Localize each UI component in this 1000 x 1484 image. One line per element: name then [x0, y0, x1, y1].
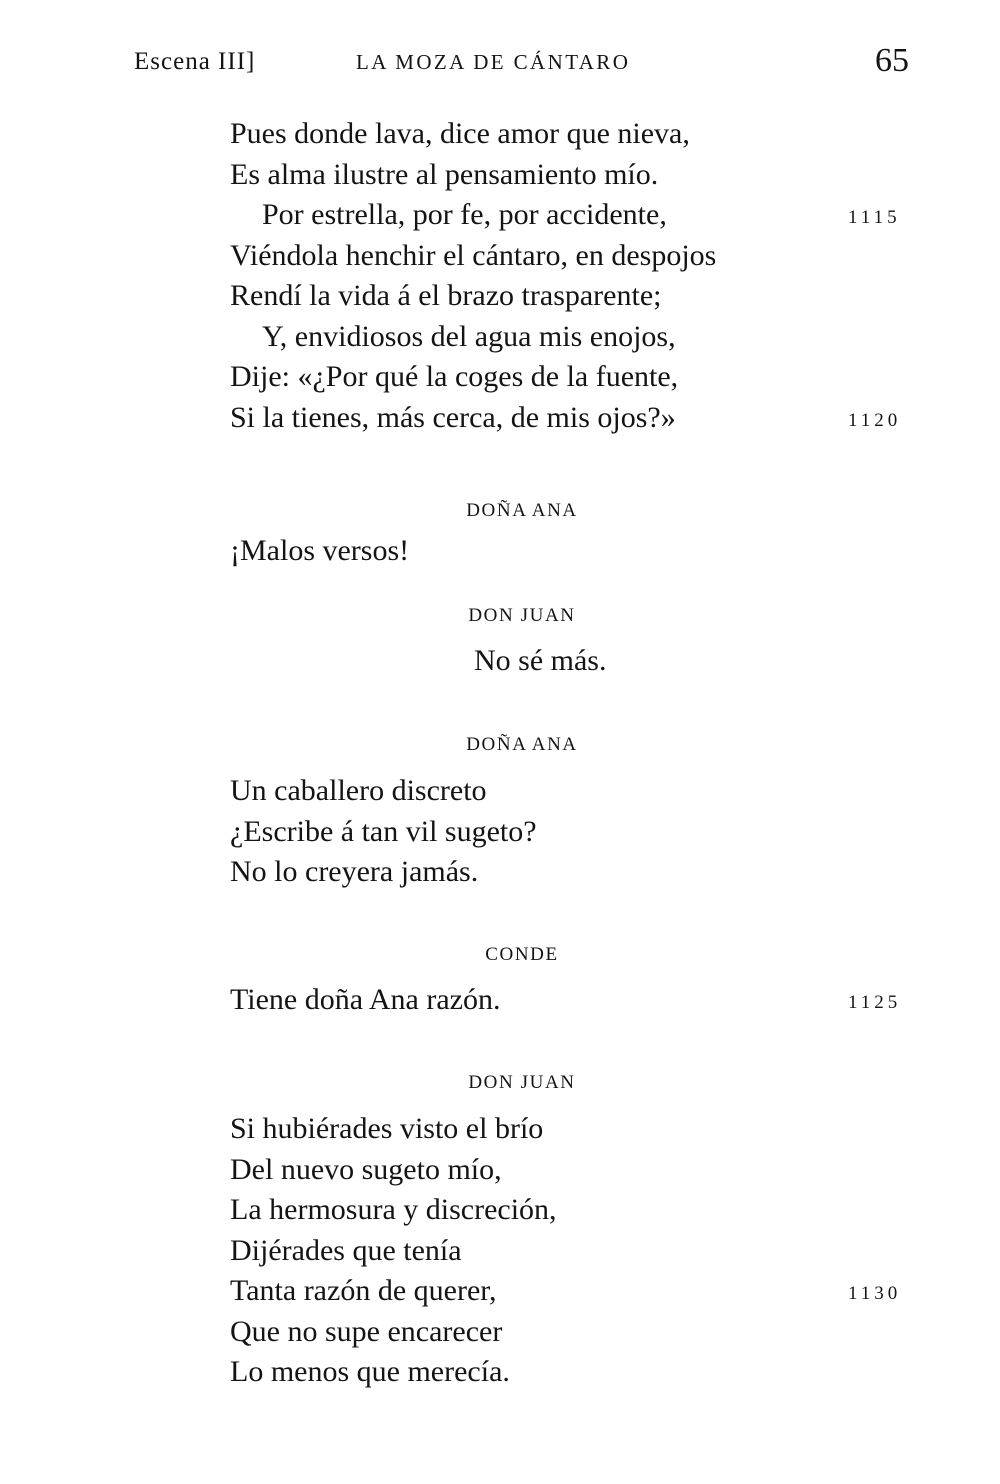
play-title: LA MOZA DE CÁNTARO — [356, 50, 631, 74]
verse-line: No sé más. — [474, 644, 607, 677]
verse-line: Si la tienes, más cerca, de mis ojos?» 1120 — [0, 398, 1000, 439]
speaker-name: DOÑA ANA — [466, 734, 578, 755]
scene-label: Escena III] — [134, 48, 256, 75]
verse-line: Y, envidiosos del agua mis enojos, — [262, 319, 676, 353]
verse-line: Un caballero discreto — [230, 774, 487, 807]
verse-line: ¿Escribe á tan vil sugeto? — [230, 814, 537, 848]
verse-line: Dijérades que tenía — [230, 1233, 462, 1267]
running-header — [0, 42, 1000, 82]
verse-block-juan-2 — [0, 1109, 1000, 1393]
verse-block-ana-2 — [0, 771, 1000, 893]
verse-line: Tiene doña Ana razón. 1125 — [0, 980, 1000, 1021]
speaker-name: DON JUAN — [468, 605, 576, 626]
verse-line: Pues donde lava, dice amor que nieva, — [230, 117, 690, 150]
line-number: 1130 — [848, 1283, 902, 1304]
line-number: 1115 — [848, 207, 901, 228]
verse-block-ana-1 — [0, 531, 1000, 572]
speaker-name: DON JUAN — [468, 1072, 576, 1093]
verse-line: Viéndola henchir el cántaro, en despojos — [230, 238, 717, 272]
verse-block-1 — [0, 114, 1000, 438]
verse-line: Dije: «¿Por qué la coges de la fuente, — [230, 360, 679, 393]
verse-line: Rendí la vida á el brazo trasparente; — [230, 279, 662, 312]
verse-line: Por estrella, por fe, por accidente, 1115 — [0, 195, 1000, 236]
speaker-name: CONDE — [485, 944, 559, 965]
verse-block-juan-1 — [0, 641, 1000, 682]
verse-block-conde — [0, 980, 1000, 1021]
verse-line: Que no supe encarecer — [230, 1314, 503, 1348]
speaker-name: DOÑA ANA — [466, 500, 578, 521]
line-number: 1125 — [848, 992, 902, 1013]
verse-line: Si hubiérades visto el brío — [230, 1112, 544, 1145]
verse-line: Tanta razón de querer, 1130 — [0, 1271, 1000, 1312]
verse-line: ¡Malos versos! — [230, 534, 410, 567]
verse-line: Del nuevo sugeto mío, — [230, 1152, 502, 1186]
line-number: 1120 — [848, 409, 902, 431]
verse-line: No lo creyera jamás. — [230, 855, 479, 888]
page-number: 65 — [875, 42, 909, 79]
verse-line: La hermosura y discreción, — [230, 1193, 557, 1226]
verse-line: Es alma ilustre al pensamiento mío. — [230, 157, 659, 191]
verse-line: Lo menos que merecía. — [230, 1355, 510, 1388]
